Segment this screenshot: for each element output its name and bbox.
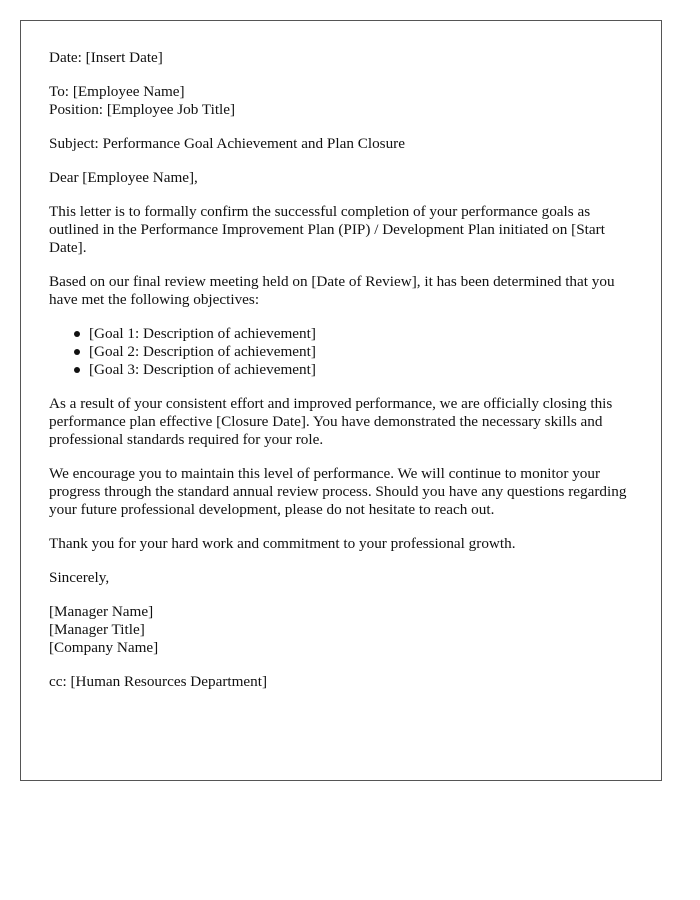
manager-title: [Manager Title] — [49, 621, 145, 638]
closing-paragraph: As a result of your consistent effort and improved performance, we are officially closing this performance plan effective [Closure Date]. You have demonstrated the necessary skills and professional standards required for your role. — [49, 395, 613, 448]
manager-name: [Manager Name] — [49, 603, 154, 620]
goals-list — [49, 325, 633, 379]
cc-line: cc: [Human Resources Department] — [49, 673, 268, 690]
intro-paragraph: This letter is to formally confirm the successful completion of your performance goals as outlined in the Performance Improvement Plan (PIP) / Development Plan initiated on [Start Date]. — [49, 203, 605, 256]
bullet-icon — [74, 331, 80, 337]
date-line: Date: [Insert Date] — [49, 49, 163, 66]
goal-item — [89, 361, 633, 379]
bullet-icon — [74, 367, 80, 373]
goal-item — [89, 325, 633, 343]
thanks-paragraph: Thank you for your hard work and commitment to your professional growth. — [49, 535, 516, 552]
goal-item — [89, 343, 633, 361]
sign-off: Sincerely, — [49, 569, 110, 586]
review-paragraph: Based on our final review meeting held on [Date of Review], it has been determined that you have met the following objectives: — [49, 273, 615, 308]
salutation: Dear [Employee Name], — [49, 169, 198, 186]
position-line: Position: [Employee Job Title] — [49, 101, 236, 118]
bullet-icon — [74, 349, 80, 355]
company-name: [Company Name] — [49, 639, 159, 656]
goal-text: [Goal 1: Description of achievement] — [89, 325, 316, 342]
goal-text: [Goal 3: Description of achievement] — [89, 361, 316, 378]
recipient-block — [49, 83, 633, 119]
goal-text: [Goal 2: Description of achievement] — [89, 343, 316, 360]
letter-page — [20, 20, 662, 781]
to-line: To: [Employee Name] — [49, 83, 185, 100]
subject-line: Subject: Performance Goal Achievement and Plan Closure — [49, 135, 405, 152]
encourage-paragraph: We encourage you to maintain this level of performance. We will continue to monitor your progress through the standard annual review process. Should you have any questions regarding your future professional development, please do not hesitate to reach out. — [49, 465, 627, 518]
signature-block — [49, 603, 633, 657]
